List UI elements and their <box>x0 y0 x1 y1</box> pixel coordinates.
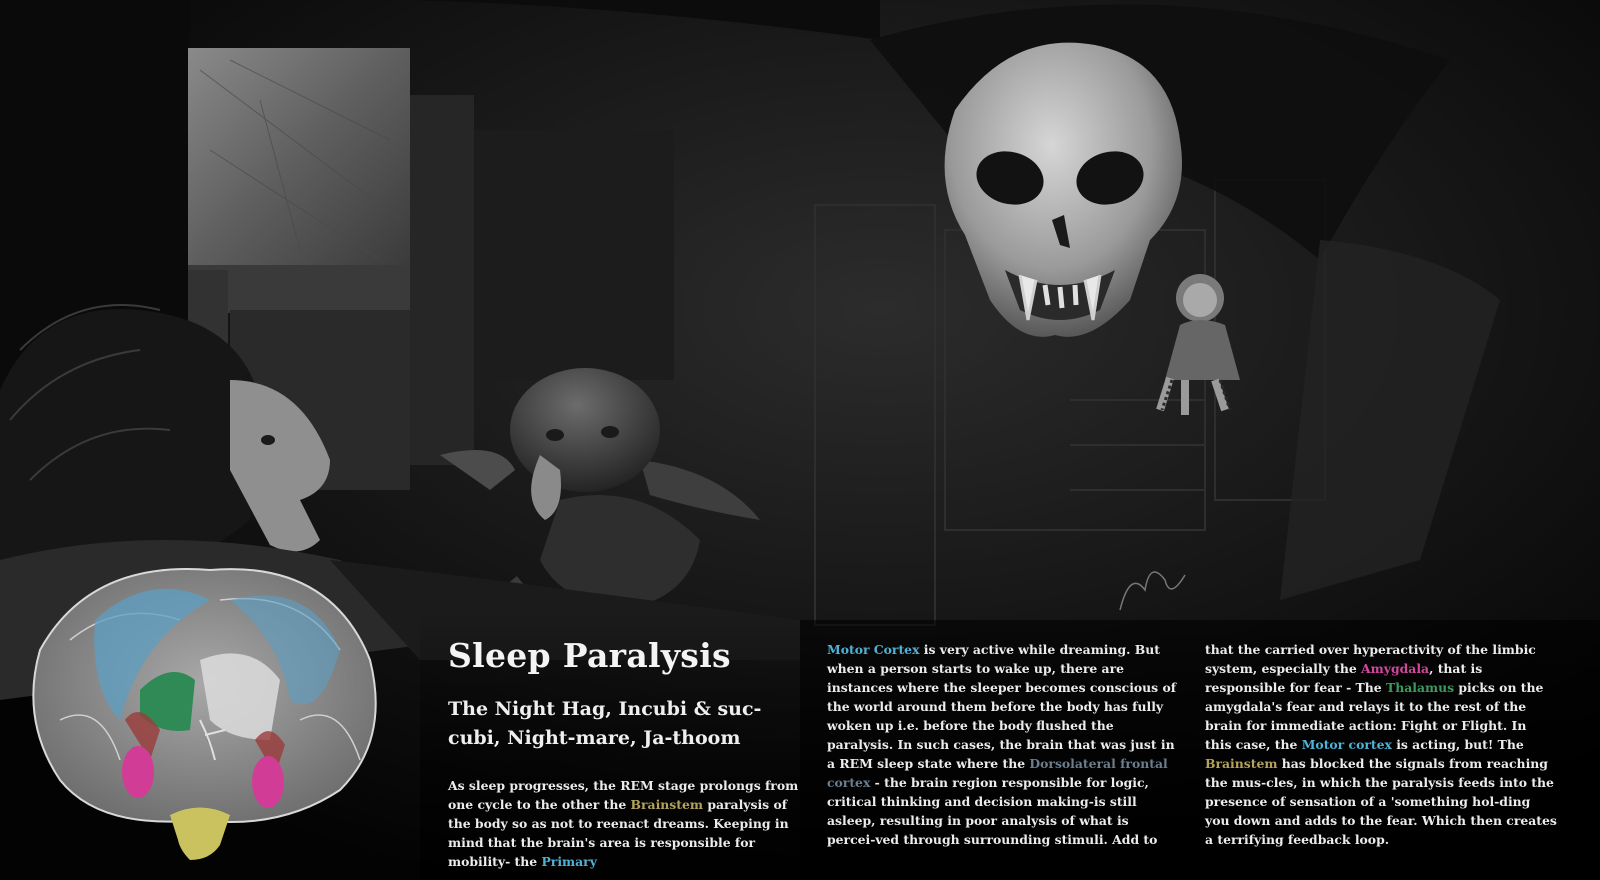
text-segment: is very active while dreaming. But when a person starts to wake up, there are instances where the sleeper becomes conscious of the world around them before the body has fully woken up i.e. before the body flushed the paralysis. In such cases, the brain that was just in a REM sleep state where the <box>827 642 1177 771</box>
term-dorsolateral-frontal-cortex: Dorsolateral frontal cortex <box>827 756 1168 790</box>
term-brainstem: Brainstem <box>1205 756 1278 771</box>
text-segment: paralysis of the body so as not to reenact dreams. Keeping in mind that the brain's area is responsible for mobility- the <box>448 797 789 869</box>
text-segment: - the brain region responsible for logic, critical thinking and decision making-is still asleep, resulting in poor analysis of what is percei-ved through surrounding stimuli. Add to <box>827 775 1158 847</box>
text-column-1 <box>448 776 803 871</box>
page-subtitle: The Night Hag, Incubi & suc-cubi, Night-mare, Ja-thoom <box>448 698 762 749</box>
term-motor-cortex: Motor Cortex <box>827 642 920 657</box>
text-segment: is acting, but! The <box>1391 737 1524 752</box>
text-segment: has blocked the signals from reaching the mus-cles, in which the paralysis feeds into the presence of sensation of a 'something hol-ding you down and adds to the fear. Which then creates a terrifying feedback loop. <box>1205 756 1557 847</box>
text-column-3 <box>1205 640 1557 849</box>
term-motor-cortex: Motor cortex <box>1301 737 1392 752</box>
text-segment: , that is responsible for fear - The <box>1205 661 1483 695</box>
amygdala-region-right <box>252 756 284 808</box>
page-title: Sleep Paralysis <box>448 636 731 675</box>
amygdala-region-left <box>122 746 154 798</box>
text-segment: that the carried over hyperactivity of the limbic system, especially the <box>1205 642 1536 676</box>
term-brainstem: Brainstem <box>630 797 703 812</box>
term-amygdala: Amygdala <box>1361 661 1430 676</box>
text-segment: picks on the amygdala's fear and relays it to the rest of the brain for immediate action: Fight or Flight. In this case, the <box>1205 680 1544 752</box>
term-thalamus: Thalamus <box>1385 680 1455 695</box>
term-primary: Primary <box>541 854 597 869</box>
text-segment: As sleep progresses, the REM stage prolongs from one cycle to the other the <box>448 778 799 812</box>
text-column-2 <box>827 640 1179 849</box>
